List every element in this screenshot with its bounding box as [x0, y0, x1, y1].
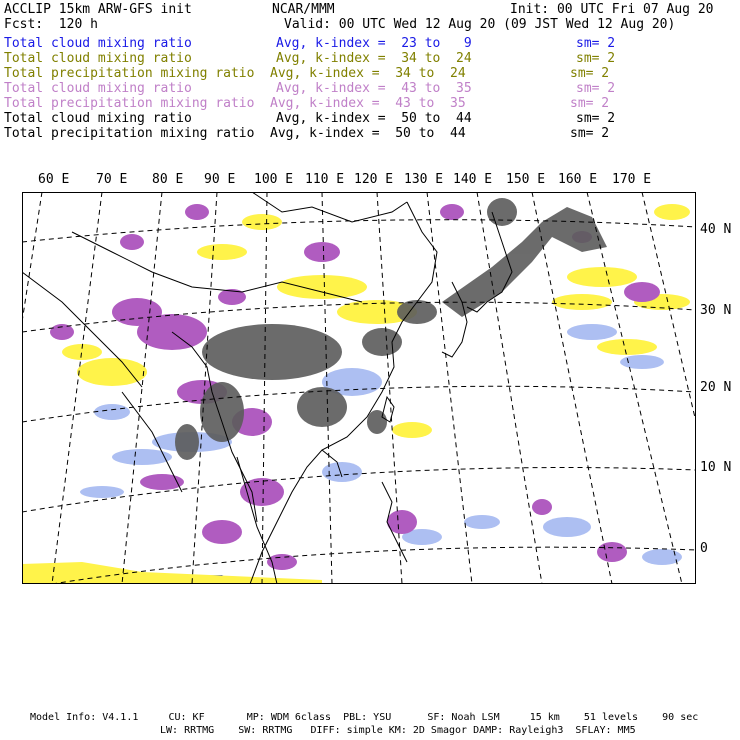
model-title: ACCLIP 15km ARW-GFS init: [4, 2, 192, 17]
model-info-line1: Model Info: V4.1.1 CU: KF MP: WDM 6class PBL: YSU SF: Noah LSM 15 km 51 levels 90 sec: [30, 712, 699, 723]
lon-label: 120 E: [354, 172, 394, 187]
lon-label: 140 E: [453, 172, 493, 187]
lon-label: 110 E: [305, 172, 345, 187]
legend-avg: Avg, k-index = 50 to 44: [270, 126, 466, 141]
legend-sm: sm= 2: [576, 111, 616, 126]
legend-field: Total precipitation mixing ratio: [4, 126, 255, 141]
legend-avg: Avg, k-index = 50 to 44: [276, 111, 472, 126]
legend-sm: sm= 2: [570, 96, 610, 111]
legend-field: Total cloud mixing ratio: [4, 81, 192, 96]
init-time: Init: 00 UTC Fri 07 Aug 20: [510, 2, 714, 17]
lat-label: 30 N: [700, 303, 732, 318]
legend-field: Total precipitation mixing ratio: [4, 96, 255, 111]
lon-label: 60 E: [38, 172, 70, 187]
forecast-map: [22, 192, 696, 584]
model-info-line2: LW: RRTMG SW: RRTMG DIFF: simple KM: 2D Smagor DAMP: Rayleigh3 SFLAY: MM5: [160, 725, 636, 736]
legend-avg: Avg, k-index = 34 to 24: [276, 51, 472, 66]
legend-sm: sm= 2: [576, 36, 616, 51]
legend-avg: Avg, k-index = 43 to 35: [270, 96, 466, 111]
valid-time: Valid: 00 UTC Wed 12 Aug 20 (09 JST Wed 12 Aug 20): [284, 17, 676, 32]
lon-label: 70 E: [96, 172, 128, 187]
legend-sm: sm= 2: [576, 51, 616, 66]
legend-field: Total cloud mixing ratio: [4, 36, 192, 51]
legend-sm: sm= 2: [570, 66, 610, 81]
legend-avg: Avg, k-index = 23 to 9: [276, 36, 472, 51]
lat-label: 40 N: [700, 222, 732, 237]
legend-sm: sm= 2: [576, 81, 616, 96]
lon-label: 130 E: [404, 172, 444, 187]
center-label: NCAR/MMM: [272, 2, 335, 17]
lat-label: 0: [700, 541, 708, 556]
lat-label: 10 N: [700, 460, 732, 475]
lon-label: 90 E: [204, 172, 236, 187]
legend-field: Total precipitation mixing ratio: [4, 66, 255, 81]
forecast-hour: Fcst: 120 h: [4, 17, 98, 32]
lat-label: 20 N: [700, 380, 732, 395]
lon-label: 150 E: [506, 172, 546, 187]
legend-sm: sm= 2: [570, 126, 610, 141]
lon-label: 160 E: [558, 172, 598, 187]
legend-avg: Avg, k-index = 43 to 35: [276, 81, 472, 96]
legend-avg: Avg, k-index = 34 to 24: [270, 66, 466, 81]
lon-label: 100 E: [254, 172, 294, 187]
legend-field: Total cloud mixing ratio: [4, 111, 192, 126]
lon-label: 170 E: [612, 172, 652, 187]
lon-label: 80 E: [152, 172, 184, 187]
legend-field: Total cloud mixing ratio: [4, 51, 192, 66]
